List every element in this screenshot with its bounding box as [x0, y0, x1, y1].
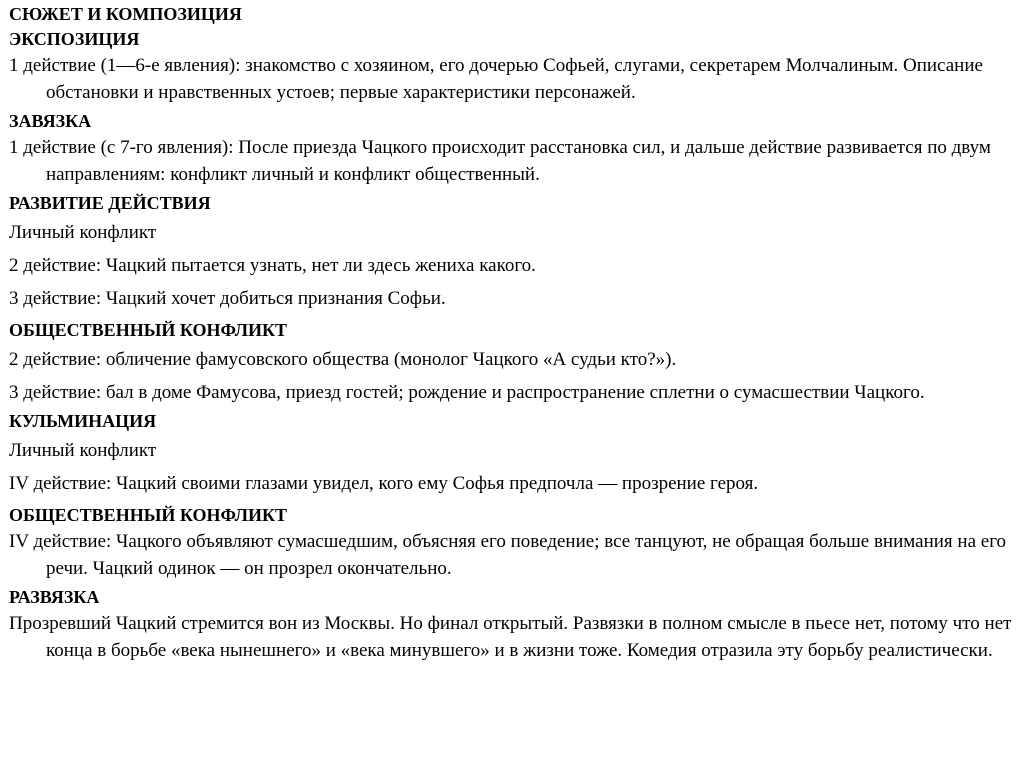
section-heading-rising-action: РАЗВИТИЕ ДЕЙСТВИЯ: [9, 193, 211, 213]
section-heading-setup: ЗАВЯЗКА: [9, 111, 92, 131]
social-conflict-act2: 2 действие: обличение фамусовского общества (монолог Чацкого «А судьи кто?»).: [9, 349, 677, 370]
section-heading-resolution: РАЗВЯЗКА: [9, 587, 100, 607]
section-heading-climax: КУЛЬМИНАЦИЯ: [9, 411, 157, 431]
rising-action-act3: 3 действие: Чацкий хочет добиться признания Софьи.: [9, 288, 446, 309]
setup-paragraph: 1 действие (с 7-го явления): После приезда Чацкого происходит расстановка сил, и дальше действие развивается по двум направлениям: конфликт личный и конфликт общественный.: [9, 137, 991, 185]
climax-personal-label: Личный конфликт: [9, 440, 157, 461]
exposition-paragraph: 1 действие (1—6-е явления): знакомство с хозяином, его дочерью Софьей, слугами, секретарем Молчалиным. Описание обстановки и нравственных устоев; первые характеристики персонажей.: [9, 55, 983, 103]
slide-content: [9, 2, 1017, 667]
rising-action-act2: 2 действие: Чацкий пытается узнать, нет ли здесь жениха какого.: [9, 255, 536, 276]
climax-act4: IV действие: Чацкий своими глазами увидел, кого ему Софья предпочла — прозрение героя.: [9, 473, 759, 494]
resolution-paragraph: Прозревший Чацкий стремится вон из Москвы. Но финал открытый. Развязки в полном смысле в пьесе нет, потому что нет конца в борьбе «века нынешнего» и «века минувшего» и в жизни тоже. Комедия отразила эту борьбу реалистически.: [9, 613, 1012, 661]
section-heading-social-conflict: ОБЩЕСТВЕННЫЙ КОНФЛИКТ: [9, 320, 288, 340]
section-heading-exposition: ЭКСПОЗИЦИЯ: [9, 29, 140, 49]
social-conflict-act4: IV действие: Чацкого объявляют сумасшедшим, объясняя его поведение; все танцуют, не обращая больше внимания на его речи. Чацкий одинок — он прозрел окончательно.: [9, 531, 1007, 579]
section-heading-social-conflict-2: ОБЩЕСТВЕННЫЙ КОНФЛИКТ: [9, 505, 288, 525]
social-conflict-act3: 3 действие: бал в доме Фамусова, приезд гостей; рождение и распространение сплетни о сумасшествии Чацкого.: [9, 382, 925, 403]
personal-conflict-label: Личный конфликт: [9, 222, 157, 243]
slide-title: СЮЖЕТ И КОМПОЗИЦИЯ: [9, 4, 242, 24]
